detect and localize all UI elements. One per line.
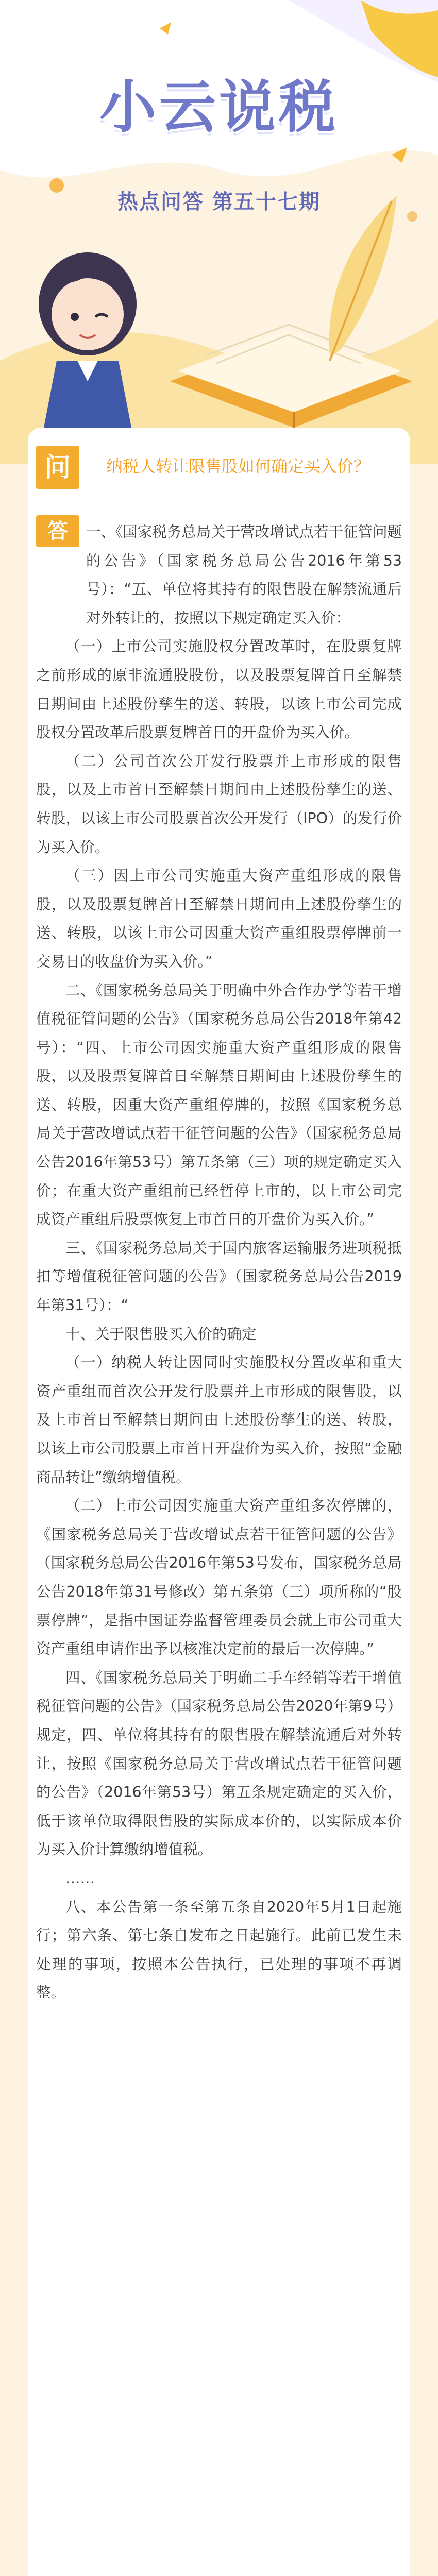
answer-body (36, 518, 402, 2007)
answer-paragraph: 二、《国家税务总局关于明确中外合作办学等若干增值税征管问题的公告》（国家税务总局公告2018年第42号）：“四、上市公司因实施重大资产重组形成的限售股，以及股票复牌首日至解禁日期间由上述股份孳生的送、转股，因重大资产重组停牌的，按照《国家税务总局关于营改增试点若干征管问题的公告》（国家税务总局公告2016年第53号）第五条第（三）项的规定确定买入价；在重大资产重组前已经暂停上市的，以上市公司完成资产重组后股票恢复上市首日的开盘价为买入价。” (36, 981, 402, 1228)
question-badge: 问 (36, 446, 79, 489)
issue-subtitle: 热点问答 第五十七期 (117, 190, 321, 214)
cartoon-girl-illustration (39, 252, 137, 428)
answer-badge: 答 (36, 515, 79, 547)
answer-paragraph: （二）公司首次公开发行股票并上市形成的限售股，以及上市首日至解禁日期间由上述股份孳生的送、转股，以该上市公司股票首次公开发行（IPO）的发行价为买入价。 (36, 752, 402, 856)
answer-paragraph: （二）上市公司因实施重大资产重组多次停牌的，《国家税务总局关于营改增试点若干征管问题的公告》（国家税务总局公告2016年第53号发布，国家税务总局公告2018年第31号修改）第五条第（三）项所称的“股票停牌”，是指中国证券监督管理委员会就上市公司重大资产重组申请作出予以核准决定前的最后一次停牌。” (36, 1497, 402, 1658)
answer-paragraph: 一、《国家税务总局关于营改增试点若干征管问题的公告》（国家税务总局公告2016年第53号）：“五、单位将其持有的限售股在解禁流通后对外转让的，按照以下规定确定买入价： (86, 523, 402, 626)
logo-title: 小云说税 (99, 74, 339, 140)
answer-paragraph: （三）因上市公司实施重大资产重组形成的限售股，以及股票复牌首日至解禁日期间由上述股份孳生的送、转股，以该上市公司因重大资产重组股票停牌前一交易日的收盘价为买入价。” (36, 867, 402, 970)
answer-paragraph: 三、《国家税务总局关于国内旅客运输服务进项税抵扣等增值税征管问题的公告》（国家税务总局公告2019年第31号）：“ (36, 1239, 402, 1314)
answer-paragraph: 八、本公告第一条至第五条自2020年5月1日起施行；第六条、第七条自发布之日起施行。此前已发生未处理的事项，按照本公告执行，已处理的事项不再调整。 (36, 1898, 402, 2002)
answer-paragraph: （一）上市公司实施股权分置改革时，在股票复牌之前形成的原非流通股股份，以及股票复牌首日至解禁日期间由上述股份孳生的送、转股，以该上市公司完成股权分置改革后股票复牌首日的开盘价为买入价。 (36, 638, 402, 741)
answer-paragraph: 四、《国家税务总局关于明确二手车经销等若干增值税征管问题的公告》（国家税务总局公告2020年第9号）规定，四、单位将其持有的限售股在解禁流通后对外转让，按照《国家税务总局关于营改增试点若干征管问题的公告》（2016年第53号）第五条规定确定的买入价，低于该单位取得限售股的实际成本价的，以实际成本价为买入价计算缴纳增值税。 (36, 1669, 402, 1858)
ellipsis: …… (65, 1869, 95, 1887)
answer-paragraph: （一）纳税人转让因同时实施股权分置改革和重大资产重组而首次公开发行股票并上市形成的限售股，以及上市首日至解禁日期间由上述股份孳生的送、转股，以该上市公司股票上市首日开盘价为买入价，按照“金融商品转让”缴纳增值税。 (36, 1354, 402, 1486)
answer-paragraph: 十、关于限售股买入价的确定 (65, 1325, 257, 1343)
question-text: 纳税人转让限售股如何确定买入价？ (106, 457, 370, 476)
